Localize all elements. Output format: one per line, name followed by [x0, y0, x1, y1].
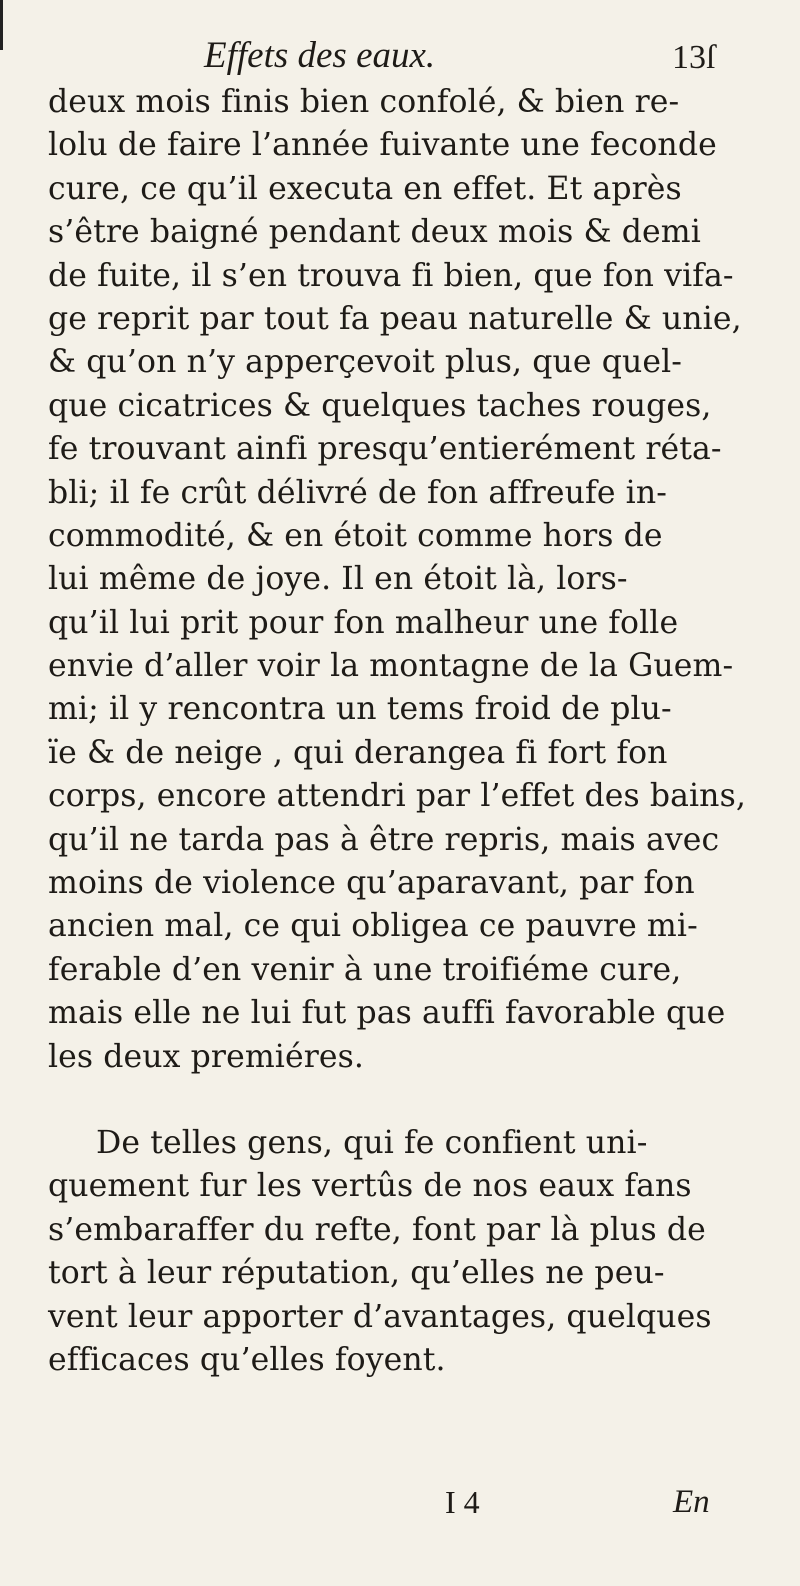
text-line: mais elle ne lui fut pas auffi favorable que [48, 995, 726, 1032]
text-line: efficaces qu’elles foyent. [48, 1341, 446, 1378]
page-footer [0, 1475, 800, 1525]
text-line: quement fur les vertûs de nos eaux fans [48, 1168, 692, 1205]
text-line: s’embaraffer du refte, font par là plus de [48, 1211, 706, 1248]
paragraph-1 [48, 81, 776, 1079]
text-line: commodité, & en étoit comme hors de [48, 517, 663, 554]
text-line: ge reprit par tout fa peau naturelle & unie, [48, 300, 742, 337]
running-title: Effets des eaux. [204, 35, 436, 76]
paragraph-2 [48, 1122, 776, 1382]
text-line: De telles gens, qui fe confient uni- [96, 1124, 648, 1161]
text-line: bli; il fe crût délivré de fon affreufe in- [48, 474, 667, 511]
text-line: deux mois finis bien confolé, & bien re- [48, 84, 680, 120]
text-line: moins de violence qu’aparavant, par fon [48, 865, 695, 902]
text-line: qu’il ne tarda pas à être repris, mais avec [48, 821, 720, 858]
text-line: de fuite, il s’en trouva fi bien, que fon vifa- [48, 257, 734, 294]
text-line: & qu’on n’y apperçevoit plus, que quel- [48, 344, 683, 381]
body-text [48, 81, 776, 1382]
paragraph-gap [48, 1079, 776, 1122]
signature-mark: I 4 [445, 1484, 480, 1520]
text-line: ferable d’en venir à une troifiéme cure, [48, 951, 682, 988]
text-line: vent leur apporter d’avantages, quelques [48, 1298, 712, 1335]
text-line: que cicatrices & quelques taches rouges, [48, 387, 712, 424]
text-line: les deux premiéres. [48, 1038, 364, 1075]
text-line: lolu de faire l’année fuivante une feconde [48, 127, 717, 164]
text-line: envie d’aller voir la montagne de la Guem- [48, 648, 734, 685]
text-line: mi; il y rencontra un tems froid de plu- [48, 691, 672, 728]
text-line: corps, encore attendri par l’effet des bains, [48, 778, 746, 815]
text-line: cure, ce qu’il executa en effet. Et après [48, 170, 682, 207]
text-line: tort à leur réputation, qu’elles ne peu- [48, 1255, 665, 1292]
text-line: qu’il lui prit pour fon malheur une folle [48, 604, 679, 641]
text-line: lui même de joye. Il en étoit là, lors- [48, 561, 628, 598]
text-line: s’être baigné pendant deux mois & demi [48, 214, 701, 251]
catchword: En [673, 1484, 710, 1520]
text-line: fe trouvant ainfi presqu’entierément réta- [48, 431, 722, 468]
page-number: 13ſ [672, 39, 716, 76]
running-head [0, 26, 800, 76]
text-line: ïe & de neige , qui derangea fi fort fon [48, 734, 668, 771]
text-line: ancien mal, ce qui obligea ce pauvre mi- [48, 908, 698, 945]
